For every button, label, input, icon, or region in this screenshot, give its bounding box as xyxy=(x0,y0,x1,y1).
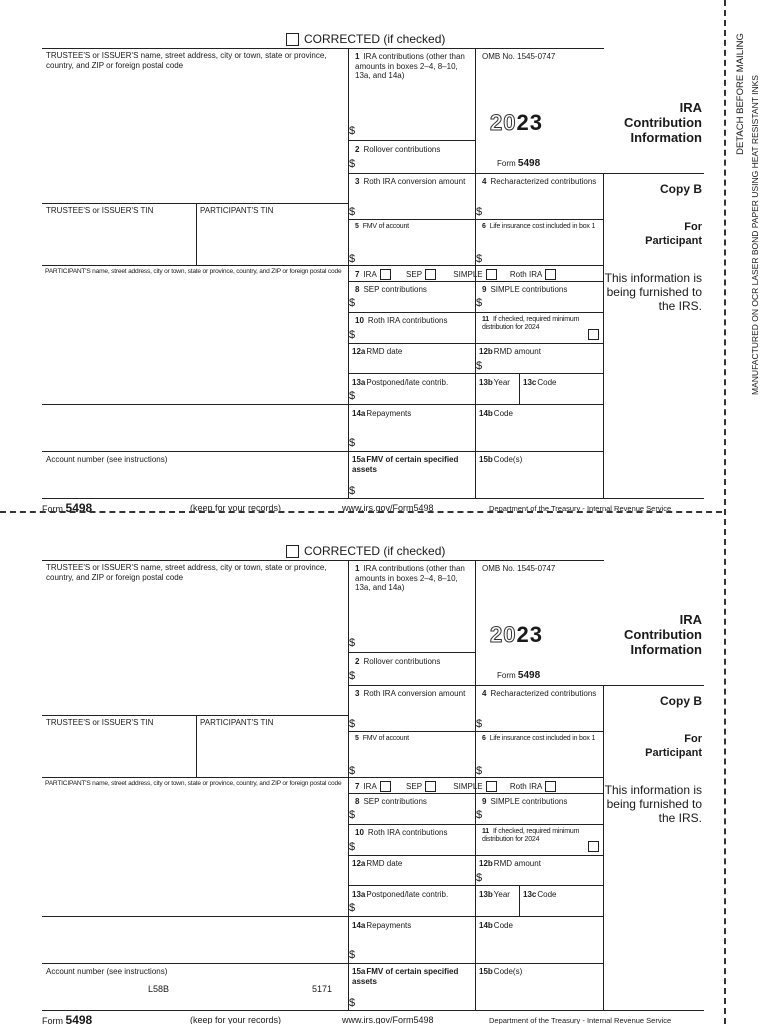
corrected-checkbox[interactable] xyxy=(286,545,299,558)
form-title-line: IRA xyxy=(679,100,702,115)
box7-sep-checkbox[interactable] xyxy=(425,781,436,792)
form-id-small: Form 5498 xyxy=(497,158,541,169)
box7-simple-checkbox[interactable] xyxy=(486,269,497,280)
box2-label: 2 Rollover contributions xyxy=(355,657,441,666)
box1-dollar: $ xyxy=(349,637,356,649)
box8-label: 8 SEP contributions xyxy=(355,797,427,806)
footer-url[interactable]: www.irs.gov/Form5498 xyxy=(342,503,434,513)
box5-label: 5 FMV of account xyxy=(355,735,409,742)
form-title-line: Contribution xyxy=(624,627,702,642)
trustee-tin-field[interactable] xyxy=(42,728,196,777)
for-line: Participant xyxy=(645,747,702,759)
corrected-checkbox-label[interactable]: CORRECTED (if checked) xyxy=(286,32,445,47)
box1-label: 1 IRA contributions (other than amounts in boxes 2–4, 8–10, 13a, and 14a) xyxy=(355,564,465,592)
box7-ira-checkbox[interactable] xyxy=(380,781,391,792)
box15a-label: 15aFMV of certain specified assets xyxy=(352,455,459,474)
box10-field[interactable] xyxy=(358,328,473,342)
box13c-field[interactable] xyxy=(523,901,601,915)
box13a-field[interactable] xyxy=(358,901,473,915)
box5-field[interactable] xyxy=(358,242,473,264)
rule xyxy=(348,793,603,794)
omb-number: OMB No. 1545-0747 xyxy=(482,52,556,61)
copy-label: Copy B xyxy=(660,182,702,196)
box3-field[interactable] xyxy=(358,200,473,217)
box13a-label: 13aPostponed/late contrib. xyxy=(352,378,449,387)
box14b-label: 14bCode xyxy=(479,409,513,418)
rule xyxy=(348,916,603,917)
box14a-dollar: $ xyxy=(349,949,356,961)
rule xyxy=(348,777,603,778)
box8-field[interactable] xyxy=(358,808,473,823)
for-participant xyxy=(645,220,702,248)
box6-dollar: $ xyxy=(476,253,483,265)
form-copy-b-bottom xyxy=(0,544,770,1024)
rule xyxy=(348,963,603,964)
footer-url[interactable]: www.irs.gov/Form5498 xyxy=(342,1015,434,1024)
box4-field[interactable] xyxy=(486,200,601,217)
box7-simple-checkbox[interactable] xyxy=(486,781,497,792)
footer-form-id: Form 5498 xyxy=(42,501,93,515)
box9-field[interactable] xyxy=(486,808,601,823)
rule xyxy=(348,885,603,886)
rule xyxy=(42,498,704,499)
box15b-label: 15bCode(s) xyxy=(479,967,523,976)
box13a-dollar: $ xyxy=(349,390,356,402)
box8-dollar: $ xyxy=(349,809,356,821)
box12b-dollar: $ xyxy=(476,360,483,372)
form-title-line: IRA xyxy=(679,612,702,627)
for-line: For xyxy=(684,221,702,233)
corrected-checkbox[interactable] xyxy=(286,33,299,46)
box2-dollar: $ xyxy=(349,158,356,170)
box4-label: 4 Recharacterized contributions xyxy=(482,689,597,698)
rule xyxy=(348,373,603,374)
box3-dollar: $ xyxy=(349,206,356,218)
participant-name-label: PARTICIPANT'S name, street address, city or town, state or province, country, and ZIP or foreign postal code xyxy=(45,268,342,275)
paper-notice: MANUFACTURED ON OCR LASER BOND PAPER USING HEAT RESISTANT INKS xyxy=(750,75,760,395)
rule xyxy=(42,203,348,204)
box12b-dollar: $ xyxy=(476,872,483,884)
box10-dollar: $ xyxy=(349,841,356,853)
rule xyxy=(348,652,475,653)
box15a-label: 15aFMV of certain specified assets xyxy=(352,967,459,986)
box9-field[interactable] xyxy=(486,296,601,311)
participant-tin-label: PARTICIPANT'S TIN xyxy=(200,718,274,727)
rule xyxy=(348,312,603,313)
box14a-field[interactable] xyxy=(358,934,473,962)
information-notice: This information is being furnished to the IRS. xyxy=(604,783,702,825)
box4-field[interactable] xyxy=(486,712,601,729)
information-notice: This information is being furnished to the IRS. xyxy=(604,271,702,313)
footer-department: Department of the Treasury - Internal Revenue Service xyxy=(489,1016,672,1024)
box1-field[interactable] xyxy=(358,112,473,136)
box15b-label: 15bCode(s) xyxy=(479,455,523,464)
box3-dollar: $ xyxy=(349,718,356,730)
perforation-vertical xyxy=(724,0,726,1024)
box7-roth-checkbox[interactable] xyxy=(545,781,556,792)
footer-keep-note: (keep for your records) xyxy=(190,1015,282,1024)
rule xyxy=(348,140,475,141)
box12a-label: 12aRMD date xyxy=(352,347,403,356)
box6-dollar: $ xyxy=(476,765,483,777)
box12a-field[interactable] xyxy=(352,870,473,884)
box7-ira-checkbox[interactable] xyxy=(380,269,391,280)
box12b-label: 12bRMD amount xyxy=(479,347,541,356)
omb-number: OMB No. 1545-0747 xyxy=(482,564,556,573)
trustee-name-label: TRUSTEE'S or ISSUER'S name, street address, city or town, state or province, country, and ZIP or foreign postal code xyxy=(46,51,327,70)
box11-label: 11 If checked, required minimum distribution for 2024 xyxy=(482,828,580,843)
box10-field[interactable] xyxy=(358,840,473,854)
box9-dollar: $ xyxy=(476,809,483,821)
rule xyxy=(519,885,520,916)
footer-department: Department of the Treasury - Internal Revenue Service xyxy=(489,504,672,513)
for-line: For xyxy=(684,733,702,745)
box2-label: 2 Rollover contributions xyxy=(355,145,441,154)
box11-label: 11 If checked, required minimum distribution for 2024 xyxy=(482,316,580,331)
box9-dollar: $ xyxy=(476,297,483,309)
box1-dollar: $ xyxy=(349,125,356,137)
rule xyxy=(42,1010,704,1011)
box13b-field[interactable] xyxy=(479,389,519,403)
footer-code-mid: 5171 xyxy=(312,984,333,994)
box7-sep-checkbox[interactable] xyxy=(425,269,436,280)
box3-field[interactable] xyxy=(358,712,473,729)
box4-dollar: $ xyxy=(476,206,483,218)
box13a-dollar: $ xyxy=(349,902,356,914)
rule xyxy=(42,451,348,452)
box9-label: 9 SIMPLE contributions xyxy=(482,797,568,806)
box10-label: 10 Roth IRA contributions xyxy=(355,828,448,837)
box2-dollar: $ xyxy=(349,670,356,682)
trustee-name-field[interactable] xyxy=(42,577,348,715)
form-top-rule xyxy=(42,48,604,49)
box5-dollar: $ xyxy=(349,253,356,265)
participant-name-label: PARTICIPANT'S name, street address, city or town, state or province, country, and ZIP or foreign postal code xyxy=(45,780,342,787)
extra-field[interactable] xyxy=(42,405,348,451)
box14b-field[interactable] xyxy=(479,934,601,962)
form-title-line: Information xyxy=(630,130,702,145)
box5-label: 5 FMV of account xyxy=(355,223,409,230)
form-title xyxy=(624,612,702,657)
box13b-field[interactable] xyxy=(479,901,519,915)
box14b-field[interactable] xyxy=(479,422,601,450)
rule xyxy=(348,731,603,732)
rule xyxy=(348,265,603,266)
box4-dollar: $ xyxy=(476,718,483,730)
rule xyxy=(348,824,603,825)
participant-tin-field[interactable] xyxy=(197,728,348,777)
trustee-tin-label: TRUSTEE'S or ISSUER'S TIN xyxy=(46,718,154,727)
rule xyxy=(348,451,603,452)
box15b-field[interactable] xyxy=(479,466,601,497)
box11-checkbox[interactable] xyxy=(588,841,599,852)
participant-name-field[interactable] xyxy=(42,278,348,404)
rule xyxy=(603,685,604,1010)
rule xyxy=(42,265,348,266)
box6-label: 6 Life insurance cost included in box 1 xyxy=(482,735,596,742)
copy-label: Copy B xyxy=(660,694,702,708)
rule xyxy=(348,855,603,856)
form-copy-b-top xyxy=(0,32,770,515)
box5-dollar: $ xyxy=(349,765,356,777)
rule xyxy=(348,560,349,1010)
tax-year: 2023 xyxy=(490,110,543,135)
box14a-label: 14aRepayments xyxy=(352,921,412,930)
box9-label: 9 SIMPLE contributions xyxy=(482,285,568,294)
box13c-label: 13cCode xyxy=(523,378,557,387)
rule xyxy=(42,777,348,778)
box13b-label: 13bYear xyxy=(479,890,510,899)
detach-notice: DETACH BEFORE MAILING xyxy=(735,33,746,155)
footer-keep-note: (keep for your records) xyxy=(190,503,282,513)
box3-label: 3 Roth IRA conversion amount xyxy=(355,689,466,698)
account-number-field[interactable] xyxy=(42,978,348,1010)
box15a-field[interactable] xyxy=(358,477,473,497)
box11-checkbox[interactable] xyxy=(588,329,599,340)
box10-dollar: $ xyxy=(349,329,356,341)
box13a-label: 13aPostponed/late contrib. xyxy=(352,890,449,899)
box12b-field[interactable] xyxy=(486,870,601,884)
box1-field[interactable] xyxy=(358,624,473,648)
rule xyxy=(348,48,349,498)
box1-label: 1 IRA contributions (other than amounts in boxes 2–4, 8–10, 13a, and 14a) xyxy=(355,52,465,80)
trustee-name-label: TRUSTEE'S or ISSUER'S name, street address, city or town, state or province, country, and ZIP or foreign postal code xyxy=(46,563,327,582)
rule xyxy=(603,173,604,498)
trustee-name-field[interactable] xyxy=(42,65,348,203)
box12b-field[interactable] xyxy=(486,358,601,372)
rule xyxy=(348,404,603,405)
form-title xyxy=(624,100,702,145)
participant-tin-label: PARTICIPANT'S TIN xyxy=(200,206,274,215)
trustee-tin-field[interactable] xyxy=(42,216,196,265)
box15b-field[interactable] xyxy=(479,978,601,1009)
corrected-checkbox-label[interactable]: CORRECTED (if checked) xyxy=(286,544,445,559)
box14a-field[interactable] xyxy=(358,422,473,450)
extra-field[interactable] xyxy=(42,917,348,963)
box2-field[interactable] xyxy=(358,156,473,172)
perforation-horizontal xyxy=(0,511,722,513)
rule xyxy=(42,715,348,716)
box12a-field[interactable] xyxy=(352,358,473,372)
box13c-label: 13cCode xyxy=(523,890,557,899)
box8-label: 8 SEP contributions xyxy=(355,285,427,294)
box7-row: 7 IRA SEP SIMPLE Roth IRA xyxy=(355,269,605,281)
account-number-label: Account number (see instructions) xyxy=(46,967,168,976)
box15a-dollar: $ xyxy=(349,997,356,1009)
footer-code-left: L58B xyxy=(148,984,170,994)
form-top-rule xyxy=(42,560,604,561)
account-number-label: Account number (see instructions) xyxy=(46,455,168,464)
account-number-field[interactable] xyxy=(42,466,348,498)
box12a-label: 12aRMD date xyxy=(352,859,403,868)
box15a-field[interactable] xyxy=(358,989,473,1009)
for-line: Participant xyxy=(645,235,702,247)
participant-name-field[interactable] xyxy=(42,790,348,916)
box7-row: 7 IRA SEP SIMPLE Roth IRA xyxy=(355,781,605,793)
box15a-dollar: $ xyxy=(349,485,356,497)
box7-roth-checkbox[interactable] xyxy=(545,269,556,280)
for-participant xyxy=(645,732,702,760)
box14a-dollar: $ xyxy=(349,437,356,449)
box4-label: 4 Recharacterized contributions xyxy=(482,177,597,186)
box8-dollar: $ xyxy=(349,297,356,309)
box14b-label: 14bCode xyxy=(479,921,513,930)
participant-tin-field[interactable] xyxy=(197,216,348,265)
box8-field[interactable] xyxy=(358,296,473,311)
form-title-line: Contribution xyxy=(624,115,702,130)
box13a-field[interactable] xyxy=(358,389,473,403)
trustee-tin-label: TRUSTEE'S or ISSUER'S TIN xyxy=(46,206,154,215)
rule xyxy=(348,685,704,686)
rule xyxy=(519,373,520,404)
box14a-label: 14aRepayments xyxy=(352,409,412,418)
box5-field[interactable] xyxy=(358,754,473,776)
box6-field[interactable] xyxy=(486,242,601,264)
box6-label: 6 Life insurance cost included in box 1 xyxy=(482,223,596,230)
rule xyxy=(348,219,603,220)
rule xyxy=(348,343,603,344)
tax-year: 2023 xyxy=(490,622,543,647)
box12b-label: 12bRMD amount xyxy=(479,859,541,868)
box13c-field[interactable] xyxy=(523,389,601,403)
box2-field[interactable] xyxy=(358,668,473,684)
footer-form-id: Form 5498 xyxy=(42,1013,93,1024)
rule xyxy=(348,173,704,174)
box13b-label: 13bYear xyxy=(479,378,510,387)
rule xyxy=(348,281,603,282)
rule xyxy=(42,963,348,964)
form-id-small: Form 5498 xyxy=(497,670,541,681)
box6-field[interactable] xyxy=(486,754,601,776)
box3-label: 3 Roth IRA conversion amount xyxy=(355,177,466,186)
form-title-line: Information xyxy=(630,642,702,657)
box10-label: 10 Roth IRA contributions xyxy=(355,316,448,325)
